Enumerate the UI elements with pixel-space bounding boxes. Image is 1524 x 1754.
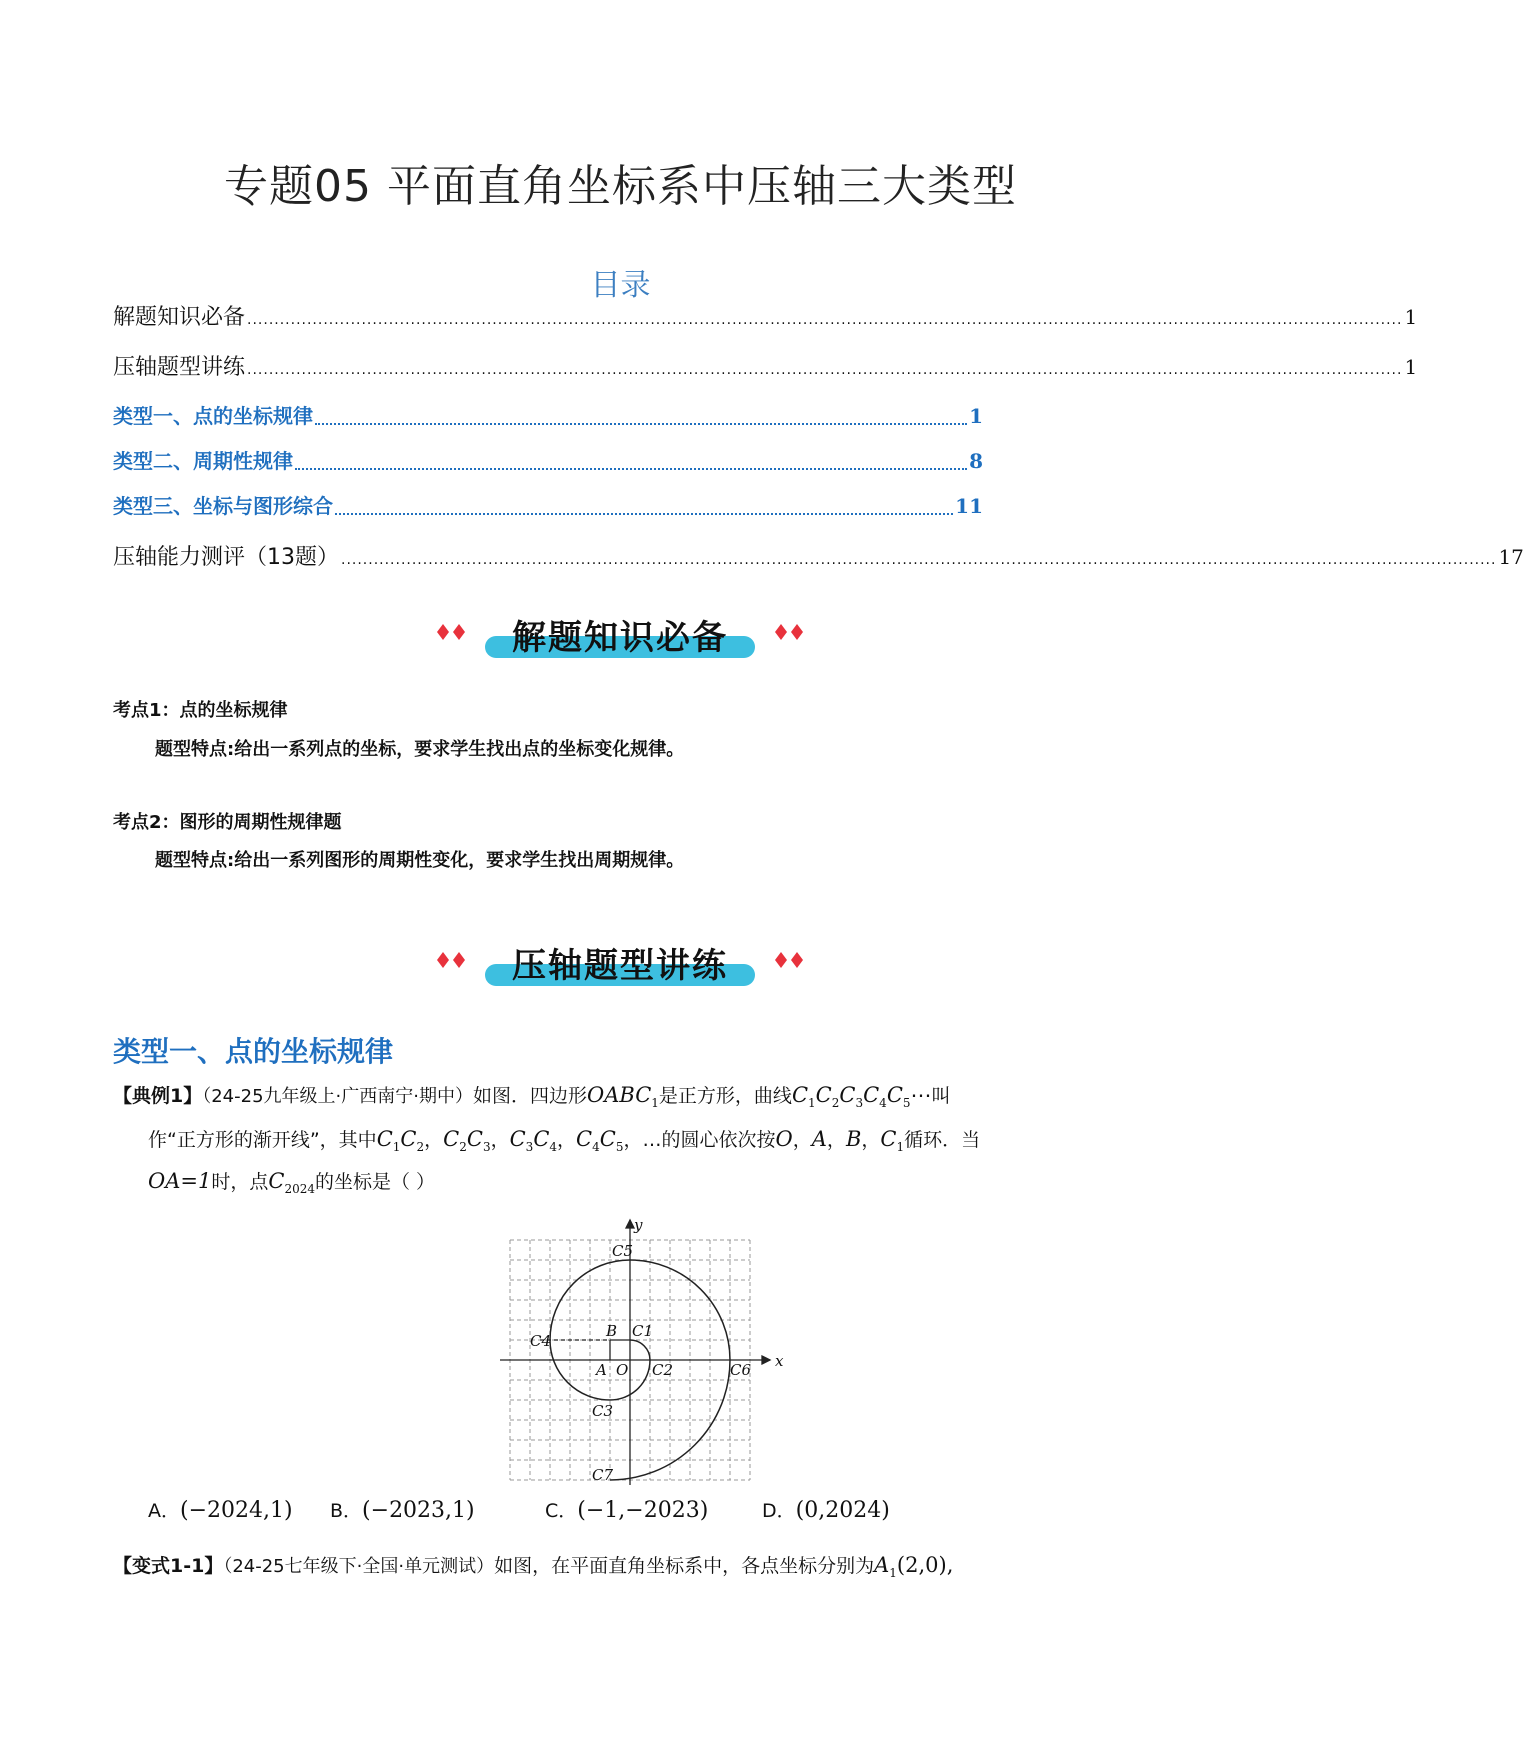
toc-leader — [315, 411, 967, 425]
toc-leader — [335, 501, 953, 515]
toc-item-page: 1 — [1404, 355, 1418, 379]
knowledge-point-desc: 题型特点:给出一系列点的坐标，要求学生找出点的坐标变化规律。 — [155, 739, 685, 760]
section-banner — [435, 606, 805, 666]
label-C3: C3 — [592, 1402, 614, 1420]
toc-item[interactable] — [113, 540, 1524, 576]
page-title: 专题05 平面直角坐标系中压轴三大类型 — [224, 161, 1017, 212]
toc-item-label: 类型二、周期性规律 — [113, 449, 293, 473]
toc-leader: .................................................................................................................................................................................................................... — [247, 362, 1403, 378]
label-B: B — [606, 1322, 618, 1340]
toc-item-page: 17 — [1498, 545, 1524, 569]
banner-title: 解题知识必备 — [512, 618, 728, 658]
label-C7: C7 — [592, 1466, 614, 1484]
option-value: (−2024,1) — [180, 1498, 293, 1523]
toc-heading: 目录 — [590, 268, 651, 303]
label-A: A — [596, 1361, 607, 1379]
y-axis-label: y — [634, 1216, 643, 1234]
label-C6: C6 — [730, 1361, 752, 1379]
variant-tag: 【变式1-1】 — [113, 1555, 224, 1577]
math-shape: $OABC_1$ — [587, 1083, 659, 1111]
toc-item-page: 11 — [955, 494, 983, 518]
example-tag: 【典例1】 — [113, 1085, 203, 1107]
diamond-icon — [765, 622, 805, 642]
toc-item-label: 类型一、点的坐标规律 — [113, 404, 313, 428]
example-line-1: 【典例1】（24-25九年级上·广西南宁·期中）如图．四边形$OABC_1$是正方形，曲线$C_1C_2C_3C_4C_5\cdots$叫 — [113, 1083, 951, 1111]
section-title: 类型一、点的坐标规律 — [113, 1035, 394, 1068]
toc-leader: .................................................................................................................................................................................................................... — [341, 552, 1497, 568]
variant-source: （24-25七年级下·全国·单元测试） — [223, 1556, 495, 1577]
involute-figure — [500, 1210, 790, 1490]
label-C1: C1 — [632, 1322, 654, 1340]
knowledge-point-title: 考点1：点的坐标规律 — [113, 700, 288, 721]
label-C2: C2 — [652, 1361, 674, 1379]
label-O: O — [616, 1361, 629, 1379]
variant-line-1: 【变式1-1】（24-25七年级下·全国·单元测试）如图，在平面直角坐标系中，各点坐标分别为$A_1(2,0)$, — [113, 1553, 954, 1581]
toc-link-item[interactable] — [113, 445, 983, 481]
math-curve: $C_1C_2C_3C_4C_5$ — [791, 1083, 911, 1111]
toc-item-page: 1 — [969, 404, 983, 428]
math-condition: OA=1 — [148, 1169, 212, 1193]
knowledge-point-title: 考点2：图形的周期性规律题 — [113, 812, 342, 833]
toc-item[interactable] — [113, 350, 1418, 386]
section-banner — [435, 934, 805, 994]
toc-link-item[interactable] — [113, 400, 983, 436]
toc-item-page: 8 — [969, 449, 983, 473]
option-value: (−2023,1) — [362, 1498, 475, 1523]
toc-item-label: 压轴能力测评（13题） — [113, 545, 339, 570]
toc-item[interactable] — [113, 300, 1418, 336]
toc-leader — [295, 456, 967, 470]
knowledge-point-desc: 题型特点:给出一系列图形的周期性变化，要求学生找出周期规律。 — [155, 850, 685, 871]
x-axis-arrow-icon — [762, 1356, 770, 1364]
involute-curve — [550, 1260, 730, 1480]
toc-leader: .................................................................................................................................................................................................................... — [247, 312, 1403, 328]
toc-item-label: 压轴题型讲练 — [113, 355, 246, 380]
option-a[interactable]: A．(−2024,1) — [148, 1498, 293, 1523]
banner-title: 压轴题型讲练 — [512, 946, 728, 986]
toc-item-page: 1 — [1404, 305, 1418, 329]
option-value: (0,2024) — [795, 1498, 890, 1523]
toc-item-label: 解题知识必备 — [113, 305, 246, 330]
toc-link-item[interactable] — [113, 490, 983, 526]
option-value: (−1,−2023) — [577, 1498, 709, 1523]
example-line-3: OA=1时，点$C_{2024}$的坐标是（ ） — [148, 1169, 436, 1197]
option-c[interactable]: C．(−1,−2023) — [545, 1498, 709, 1523]
toc-item-label: 类型三、坐标与图形综合 — [113, 494, 333, 518]
option-b[interactable]: B．(−2023,1) — [330, 1498, 475, 1523]
label-C4: C4 — [530, 1332, 552, 1350]
x-axis-label: x — [775, 1352, 784, 1370]
example-line-2: 作“正方形的渐开线”，其中$C_1C_2$，$C_2C_3$，$C_3C_4$，$C_4C_5$，…的圆心依次按O，A，B，$C_1$循环．当 — [148, 1127, 981, 1155]
example-source: （24-25九年级上·广西南宁·期中） — [202, 1086, 473, 1107]
diamond-icon — [765, 950, 805, 970]
label-C5: C5 — [612, 1242, 634, 1260]
option-d[interactable]: D．(0,2024) — [762, 1498, 890, 1523]
y-axis-arrow-icon — [626, 1220, 634, 1228]
